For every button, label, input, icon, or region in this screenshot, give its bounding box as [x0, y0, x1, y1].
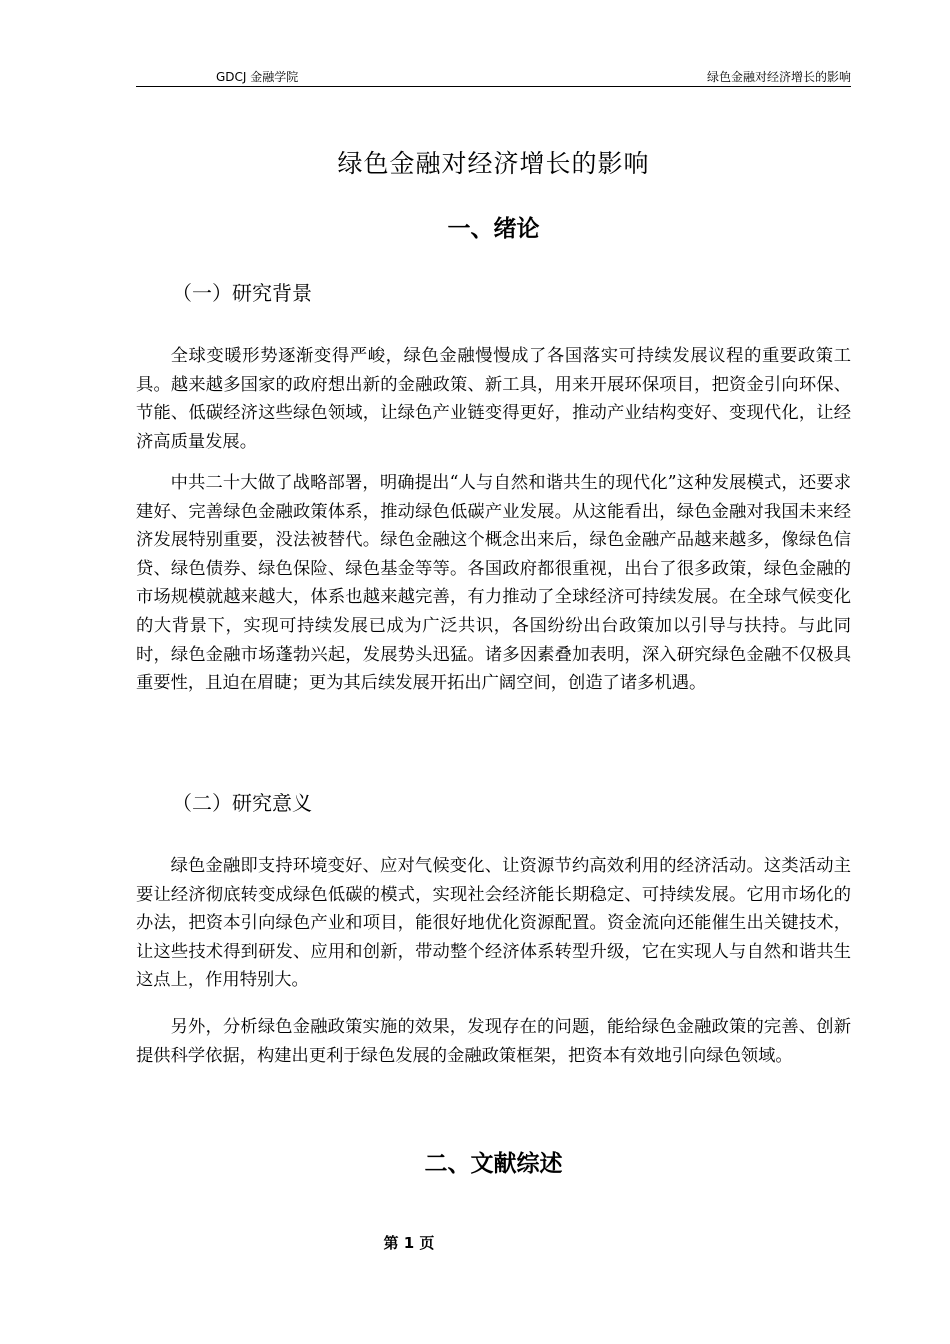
paragraph-significance-2: 另外，分析绿色金融政策实施的效果，发现存在的问题，能给绿色金融政策的完善、创新提供科学依据，构建出更利于绿色发展的金融政策框架，把资本有效地引向绿色领域。 — [136, 1017, 851, 1066]
subsection-heading-significance: （二）研究意义 — [172, 791, 312, 815]
header-institution: GDCJ 金融学院 — [216, 70, 299, 84]
paragraph-significance-1: 绿色金融即支持环境变好、应对气候变化、让资源节约高效利用的经济活动。这类活动主要让经济彻底转变成绿色低碳的模式，实现社会经济能长期稳定、可持续发展。它用市场化的办法，把资本引向绿色产业和项目，能很好地优化资源配置。资金流向还能催生出关键技术，让这些技术得到研发、应用和创新，带动整个经济体系转型升级，它在实现人与自然和谐共生这点上，作用特别大。 — [136, 856, 851, 991]
page-header — [136, 66, 851, 87]
subsection-heading-background: （一）研究背景 — [172, 281, 312, 305]
paragraph-background-2: 中共二十大做了战略部署，明确提出“人与自然和谐共生的现代化”这种发展模式，还要求建好、完善绿色金融政策体系，推动绿色低碳产业发展。从这能看出，绿色金融对我国未来经济发展特别重要，没法被替代。绿色金融这个概念出来后，绿色金融产品越来越多，像绿色信贷、绿色债券、绿色保险、绿色基金等等。各国政府都很重视，出台了很多政策，绿色金融的市场规模就越来越大，体系也越来越完善，有力推动了全球经济可持续发展。在全球气候变化的大背景下，实现可持续发展已成为广泛共识，各国纷纷出台政策加以引导与扶持。与此同时，绿色金融市场蓬勃兴起，发展势头迅猛。诸多因素叠加表明，深入研究绿色金融不仅极具重要性，且迫在眉睫；更为其后续发展开拓出广阔空间，创造了诸多机遇。 — [136, 473, 851, 694]
header-doc-title: 绿色金融对经济增长的影响 — [706, 70, 851, 84]
section-heading-introduction: 一、绪论 — [447, 216, 540, 242]
page-number: 第 1 页 — [383, 1234, 435, 1252]
document-title: 绿色金融对经济增长的影响 — [337, 149, 650, 178]
paragraph-background-1: 全球变暖形势逐渐变得严峻，绿色金融慢慢成了各国落实可持续发展议程的重要政策工具。越来越多国家的政府想出新的金融政策、新工具，用来开展环保项目，把资金引向环保、节能、低碳经济这些绿色领域，让绿色产业链变得更好，推动产业结构变好、变现代化，让经济高质量发展。 — [136, 346, 851, 452]
section-heading-literature-review: 二、文献综述 — [424, 1151, 563, 1177]
